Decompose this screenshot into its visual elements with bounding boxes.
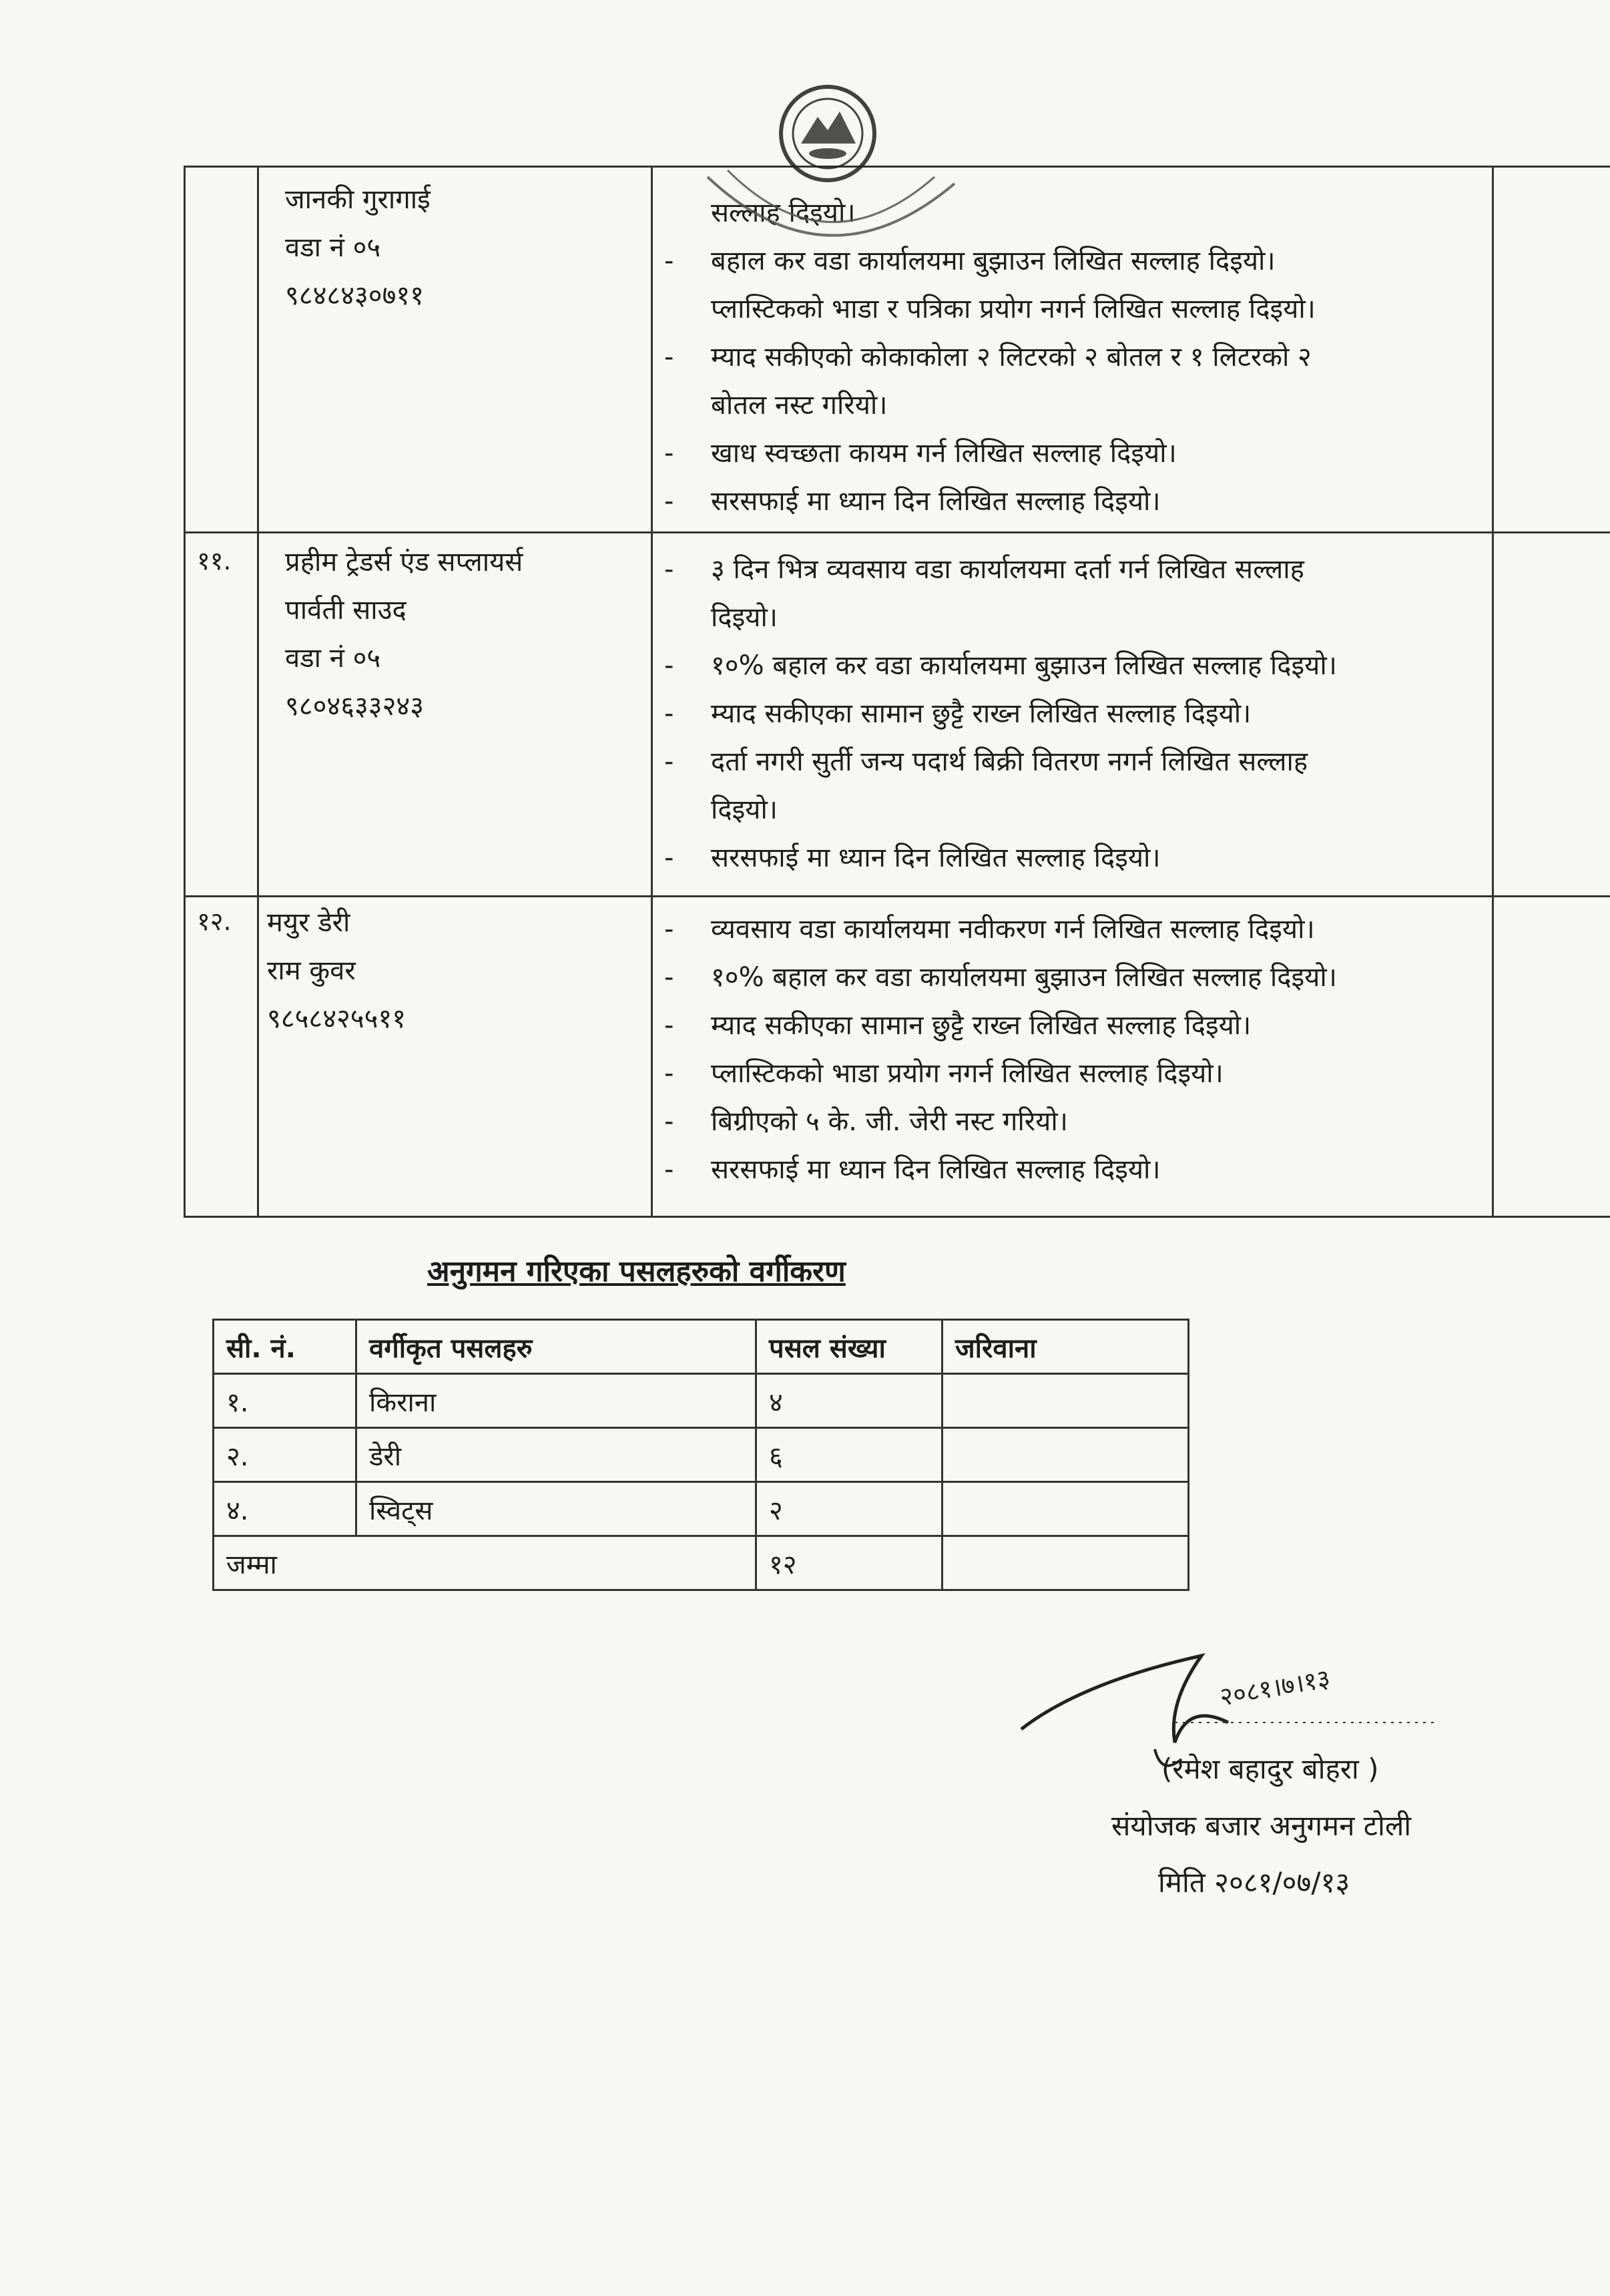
owner-name: पार्वती साउद	[285, 595, 407, 626]
findings-cell	[664, 545, 1610, 882]
cell-total-count: १२	[756, 1536, 943, 1590]
owner-name: राम कुवर	[267, 955, 356, 986]
shop-cell	[285, 176, 431, 320]
phone-number: ९८०४६३३२४३	[285, 691, 424, 722]
signature-date: २०८१।७।१३	[1217, 1663, 1333, 1712]
finding-line: सल्लाह दिइयो।	[711, 198, 856, 228]
finding-line: - दर्ता नगरी सुर्ती जन्य पदार्थ बिक्री वितरण नगर्न लिखित सल्लाह	[664, 746, 1308, 777]
cell-category: डेरी	[356, 1428, 756, 1482]
column-divider-shop	[651, 168, 653, 1216]
cell-serial: १.	[214, 1374, 356, 1428]
table-total-row	[214, 1536, 1189, 1590]
finding-line: - सरसफाई मा ध्यान दिन लिखित सल्लाह दिइयो।	[664, 1154, 1161, 1185]
finding-line: - म्याद सकीएको कोकाकोला २ लिटरको २ बोतल र १ लिटरको २	[664, 342, 1312, 373]
finding-line: - १०% बहाल कर वडा कार्यालयमा बुझाउन लिखित सल्लाह दिइयो।	[664, 962, 1337, 993]
finding-line: - व्यवसाय वडा कार्यालयमा नवीकरण गर्न लिखित सल्लाह दिइयो।	[664, 914, 1315, 945]
ward-number: वडा नं ०५	[285, 643, 381, 674]
ward-number: वडा नं ०५	[285, 232, 381, 263]
cell-fine	[943, 1428, 1189, 1482]
finding-line: प्लास्टिकको भाडा र पत्रिका प्रयोग नगर्न लिखित सल्लाह दिइयो।	[711, 294, 1316, 324]
table-header-row	[214, 1320, 1189, 1374]
cell-category: स्विट्स	[356, 1482, 756, 1536]
shop-name: प्रहीम ट्रेडर्स एंड सप्लायर्स	[285, 547, 523, 578]
signatory-name: (रमेश बहादुर बोहरा )	[1161, 1753, 1379, 1785]
signatory-role: संयोजक बजार अनुगमन टोली	[1111, 1809, 1412, 1842]
finding-line: - म्याद सकीएका सामान छुट्टै राख्न लिखित सल्लाह दिइयो।	[664, 698, 1252, 729]
cell-category: किराना	[356, 1374, 756, 1428]
table-row	[214, 1428, 1189, 1482]
finding-line: - ३ दिन भित्र व्यवसाय वडा कार्यालयमा दर्ता गर्न लिखित सल्लाह	[664, 554, 1304, 585]
table-row	[214, 1482, 1189, 1536]
row-divider-11	[184, 531, 1610, 533]
finding-line: दिइयो।	[711, 794, 778, 825]
cell-serial: ४.	[214, 1482, 356, 1536]
row-divider-12	[184, 895, 1610, 897]
cell-count: ४	[756, 1374, 943, 1428]
finding-line: - सरसफाई मा ध्यान दिन लिखित सल्लाह दिइयो।	[664, 486, 1161, 517]
finding-line: - खाध स्वच्छता कायम गर्न लिखित सल्लाह दिइयो।	[664, 438, 1177, 469]
header-category: वर्गीकृत पसलहरु	[356, 1320, 756, 1374]
header-count: पसल संख्या	[756, 1320, 943, 1374]
document-date: मिति २०८१/०७/१३	[1158, 1866, 1350, 1899]
table-border-left	[184, 168, 186, 1216]
cell-fine	[943, 1374, 1189, 1428]
cell-fine	[943, 1482, 1189, 1536]
cell-total-fine	[943, 1536, 1189, 1590]
cell-count: ६	[756, 1428, 943, 1482]
finding-line: - बहाल कर वडा कार्यालयमा बुझाउन लिखित सल्लाह दिइयो।	[664, 246, 1276, 276]
summary-title: अनुगमन गरिएका पसलहरुको वर्गीकरण	[427, 1254, 846, 1289]
finding-line: - म्याद सकीएका सामान छुट्टै राख्न लिखित सल्लाह दिइयो।	[664, 1010, 1252, 1041]
phone-number: ९८५८४२५५११	[267, 1003, 406, 1034]
shop-cell	[267, 899, 406, 1043]
shop-name: मयुर डेरी	[267, 907, 350, 938]
phone-number: ९८४८४३०७११	[285, 280, 424, 311]
header-fine: जरिवाना	[943, 1320, 1189, 1374]
finding-line: - १०% बहाल कर वडा कार्यालयमा बुझाउन लिखित सल्लाह दिइयो।	[664, 650, 1337, 681]
finding-line: - बिग्रीएको ५ के. जी. जेरी नस्ट गरियो।	[664, 1106, 1068, 1137]
cell-serial: २.	[214, 1428, 356, 1482]
serial-number: १२.	[197, 907, 232, 936]
finding-line: दिइयो।	[711, 602, 778, 633]
shop-name: जानकी गुरागाई	[285, 184, 431, 215]
table-row	[214, 1374, 1189, 1428]
cell-count: २	[756, 1482, 943, 1536]
finding-line: - सरसफाई मा ध्यान दिन लिखित सल्लाह दिइयो।	[664, 843, 1161, 873]
summary-table	[212, 1319, 1189, 1591]
finding-line: - प्लास्टिकको भाडा प्रयोग नगर्न लिखित सल्लाह दिइयो।	[664, 1058, 1224, 1089]
serial-number: ११.	[197, 546, 232, 576]
header-serial: सी. नं.	[214, 1320, 356, 1374]
cell-total-label: जम्मा	[214, 1536, 756, 1590]
shop-cell	[285, 538, 523, 730]
office-stamp	[674, 70, 981, 324]
findings-cell	[664, 905, 1610, 1194]
finding-line: बोतल नस्ट गरियो।	[711, 390, 888, 421]
column-divider-serial	[257, 168, 259, 1216]
handwritten-signature	[1001, 1642, 1509, 1816]
